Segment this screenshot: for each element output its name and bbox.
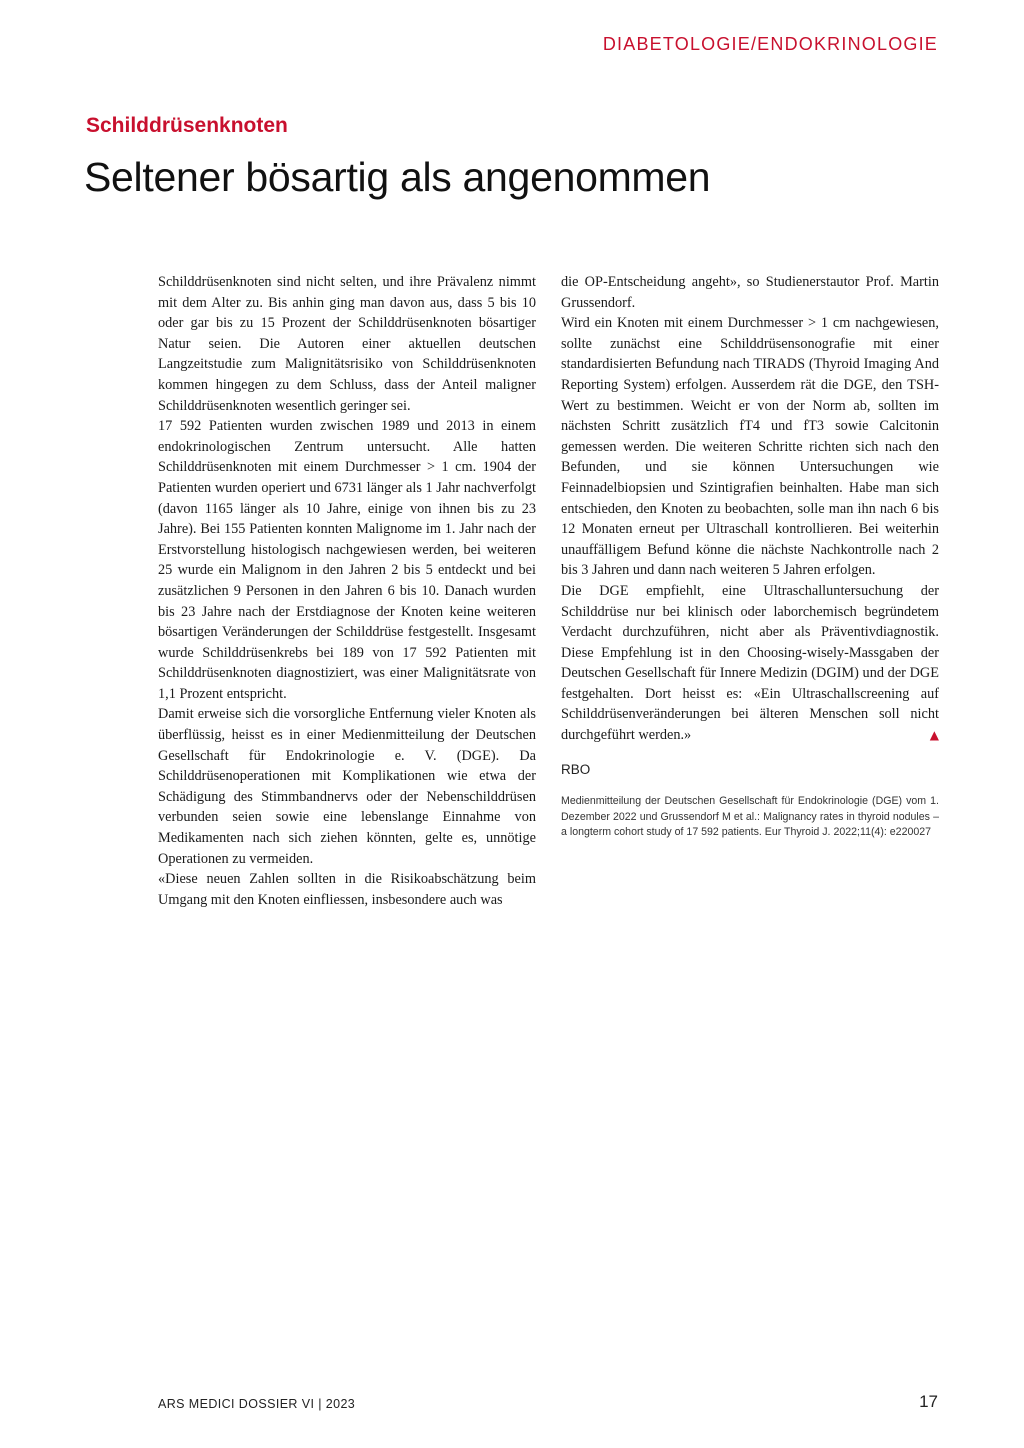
article-kicker: Schilddrüsenknoten (86, 114, 288, 137)
paragraph: Schilddrüsenknoten sind nicht selten, und ihre Prävalenz nimmt mit dem Alter zu. Bis anhin ging man davon aus, dass 5 bis 10 oder gar bis zu 15 Prozent der Schilddrüsenknoten bösartiger Natur seien. Die Autoren einer aktuellen deutschen Langzeitstudie zum Malignitätsrisiko von Schilddrüsenknoten kommen hingegen zu dem Schluss, dass der Anteil maligner Schilddrüsenknoten wesentlich geringer sei. (158, 274, 536, 414)
paragraph: «Diese neuen Zahlen sollten in die Risikoabschätzung beim Umgang mit den Knoten einfliessen, insbesondere auch was (158, 871, 536, 908)
paragraph: Wird ein Knoten mit einem Durchmesser > 1 cm nachgewiesen, sollte zunächst eine Schilddrüsensonografie mit einer standardisierten Befundung nach TIRADS (Thyroid Imaging And Reporting System) erfolgen. Ausserdem rät die DGE, den TSH-Wert zu bestimmen. Weicht er von der Norm ab, sollten im nächsten Schritt zusätzlich fT4 und fT3 sowie Calcitonin gemessen werden. Die weiteren Schritte richten sich nach den Befunden, und sie können Untersuchungen wie Feinnadelbiopsien und Szintigrafien beinhalten. Habe man sich entschieden, den Knoten zu beobachten, solle man ihn nach 6 bis 12 Monaten erneut per Ultraschall kontrollieren. Bei weiterhin unauffälligem Befund könne die nächste Nachkontrolle nach 2 bis 3 Jahren und dann nach weiteren 5 Jahren erfolgen. (561, 315, 939, 579)
author-initials: RBO (561, 761, 591, 777)
section-label: DIABETOLOGIE/ENDOKRINOLOGIE (602, 34, 938, 54)
page-number: 17 (919, 1392, 938, 1411)
source-reference: Medienmitteilung der Deutschen Gesellschaft für Endokrinologie (DGE) vom 1. Dezember 2022 und Grussendorf M et al.: Malignancy rates in thyroid nodules – a longterm cohort study of 17 592 patients. Eur Thyroid J. 2022;11(4): e220027 (561, 795, 939, 839)
publication-footer: ARS MEDICI DOSSIER VI | 2023 (158, 1397, 356, 1411)
article-title: Seltener bösartig als angenommen (84, 154, 711, 200)
paragraph: 17 592 Patienten wurden zwischen 1989 und 2013 in einem endokrinologischen Zentrum untersucht. Alle hatten Schilddrüsenknoten mit einem Durchmesser > 1 cm. 1904 der Patienten wurden operiert und 6731 länger als 1 Jahr nachverfolgt (davon 1165 länger als 10 Jahre, einige von ihnen bis zu 23 Jahre). Bei 155 Patienten konnten Malignome im 1. Jahr nach der Erstvorstellung histologisch nachgewiesen werden, bei weiteren 25 wurde ein Malignom in den Jahren 2 bis 5 entdeckt und bei zusätzlichen 9 Personen in den Jahren 6 bis 10. Danach wurden bis 23 Jahre nach der Erstdiagnose der Knoten keine weiteren bösartigen Veränderungen der Schilddrüse festgestellt. Insgesamt wurde Schilddrüsenkrebs bei 189 von 17 592 Patienten mit Schilddrüsenknoten diagnostiziert, was einer Malignitätsrate von 1,1 Prozent entspricht. (158, 418, 536, 702)
end-of-article-icon: ▲ (929, 728, 939, 743)
paragraph-text: Die DGE empfiehlt, eine Ultraschalluntersuchung der Schilddrüse nur bei klinisch oder laborchemisch begründetem Verdacht durchzuführen, nicht aber als Präventivdiagnostik. Diese Empfehlung ist in den Choosing-wisely-Massgaben der Deutschen Gesellschaft für Innere Medizin (DGIM) und der DGE festgehalten. Dort heisst es: «Ein Ultraschallscreening auf Schilddrüsenveränderungen bei älteren Menschen soll nicht durchgeführt werden.» (561, 582, 939, 744)
paragraph: Damit erweise sich die vorsorgliche Entfernung vieler Knoten als überflüssig, heisst es in einer Medienmitteilung der Deutschen Gesellschaft für Endokrinologie e. V. (DGE). Da Schilddrüsenoperationen mit Komplikationen wie etwa der Schädigung des Stimmbandnervs oder der Nebenschilddrüsen verbunden seien sowie eine lebenslange Einnahme von Medikamenten nach sich ziehen könnten, gelte es, unnötige Operationen zu vermeiden. (158, 706, 536, 867)
paragraph (561, 581, 939, 746)
right-column (561, 272, 939, 841)
paragraph: die OP-Entscheidung angeht», so Studienerstautor Prof. Martin Grussendorf. (561, 274, 939, 311)
left-column (158, 272, 536, 910)
